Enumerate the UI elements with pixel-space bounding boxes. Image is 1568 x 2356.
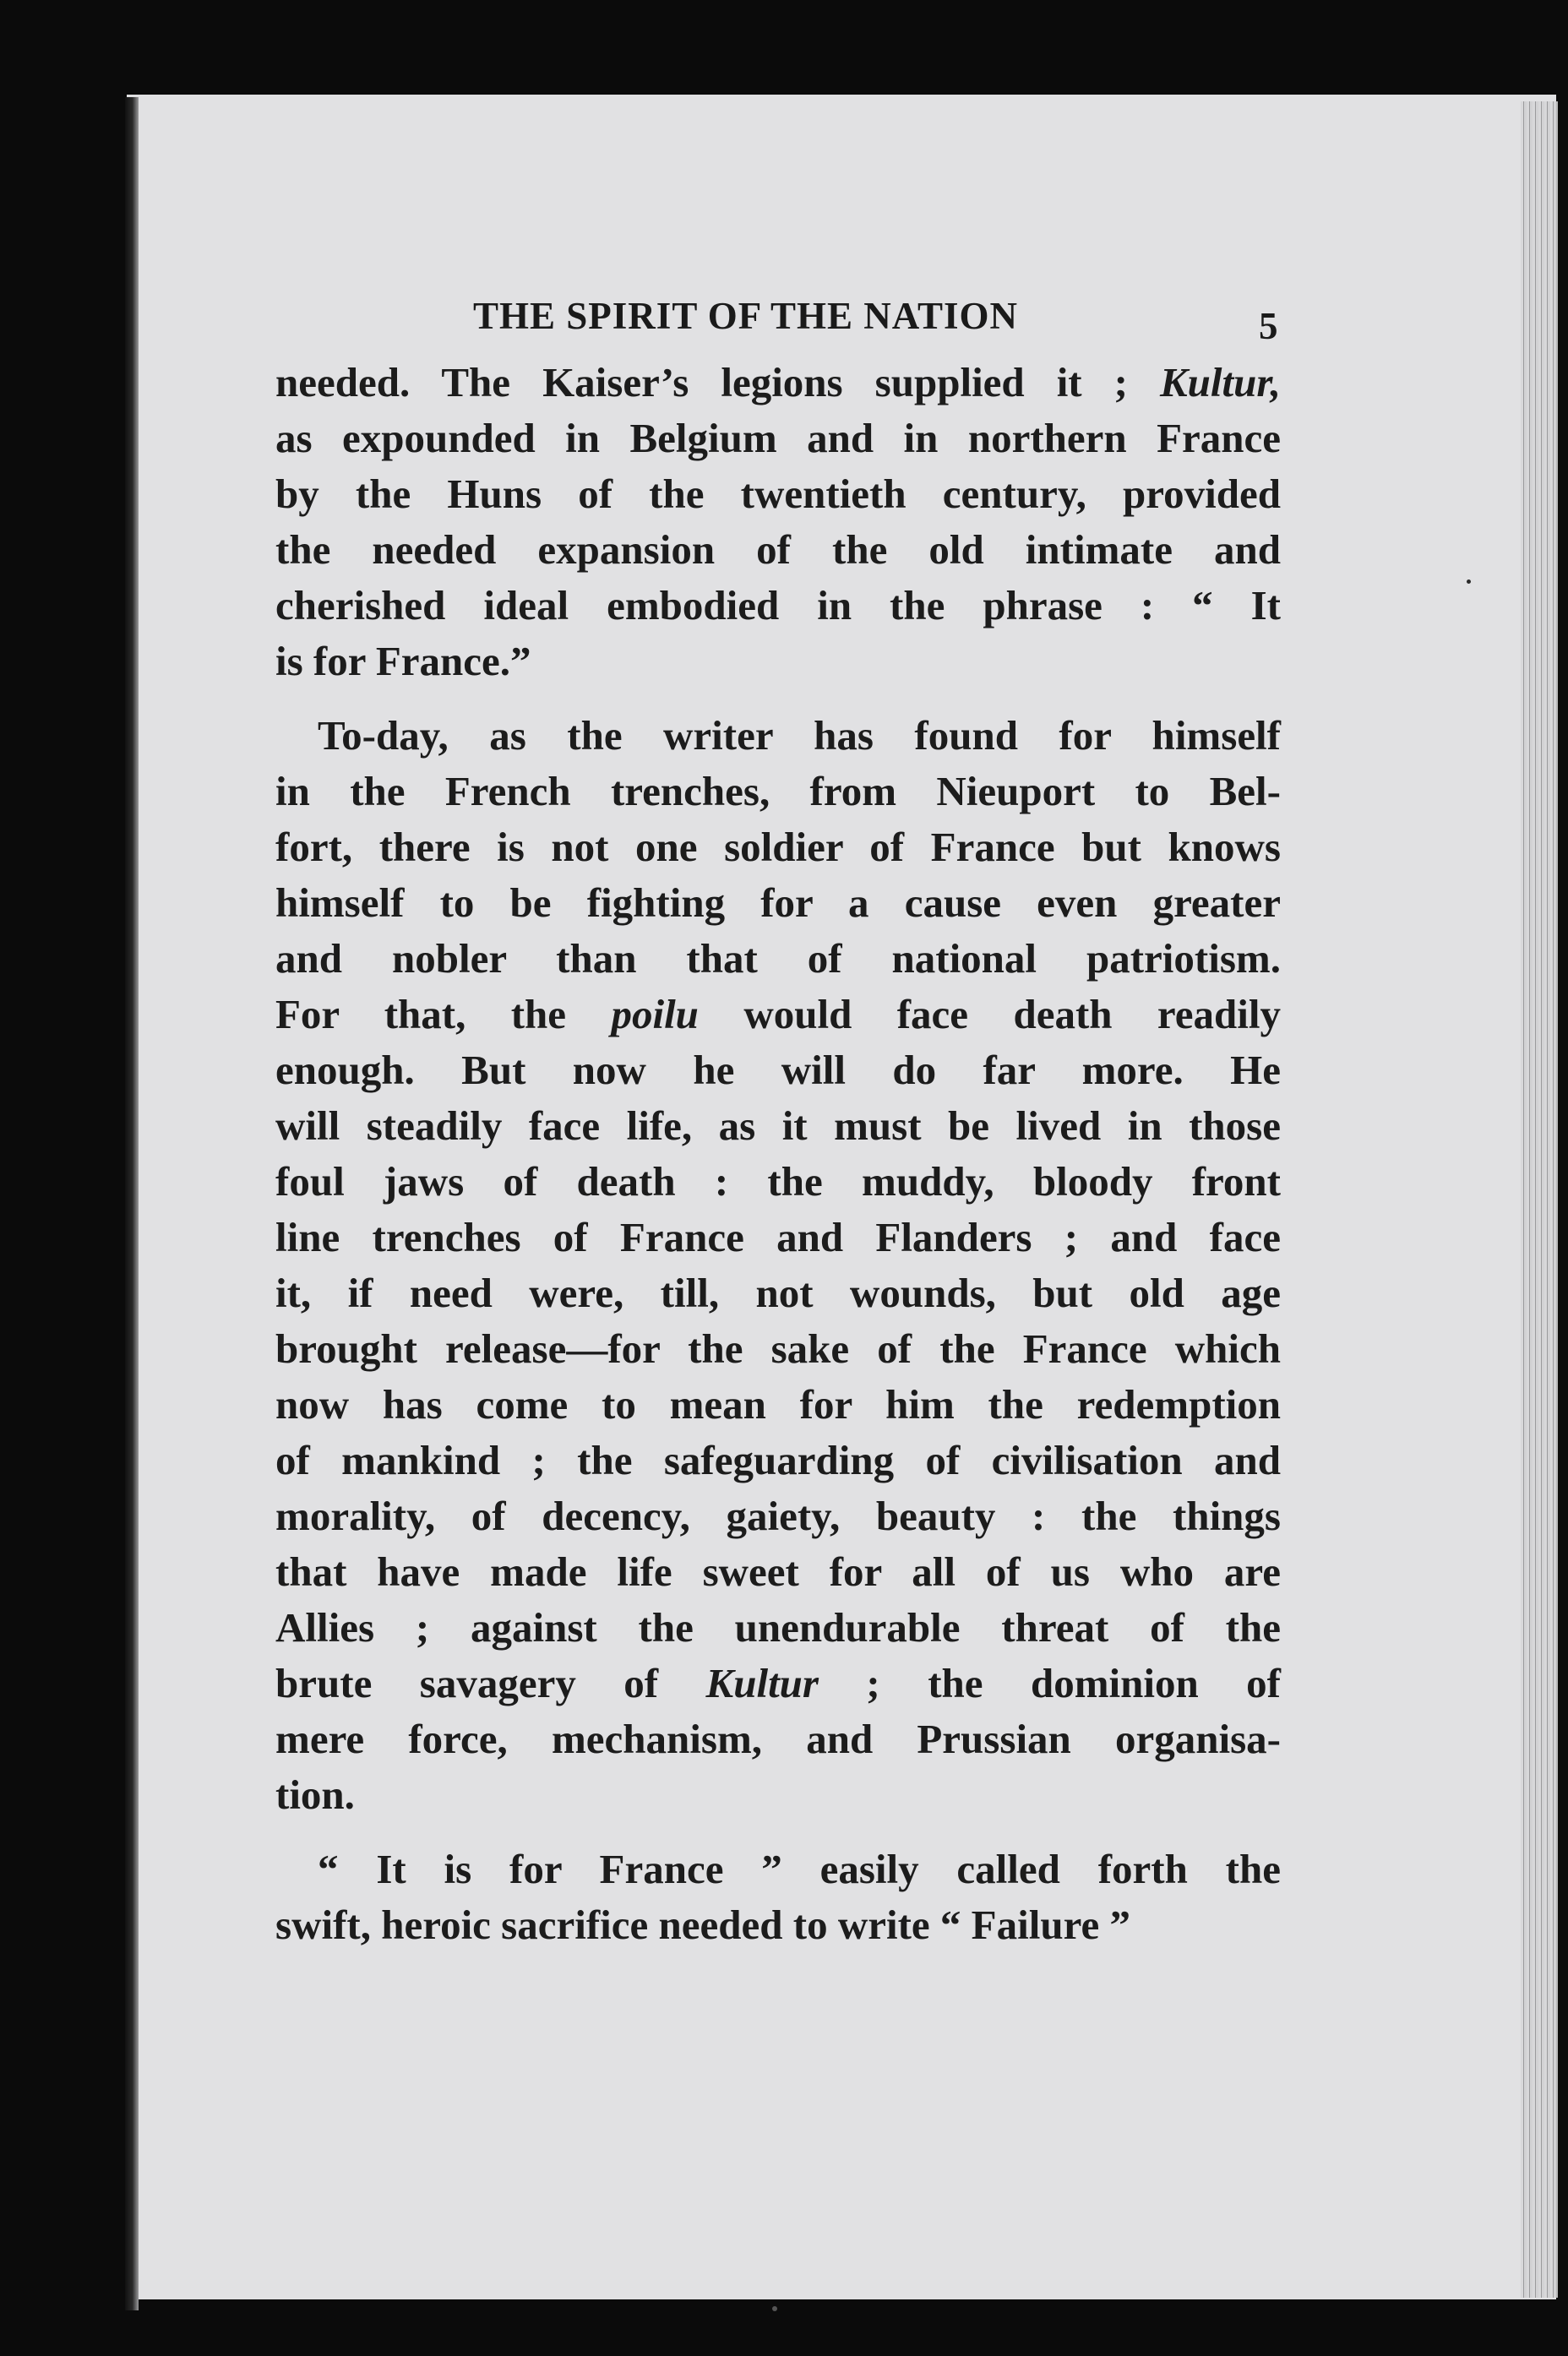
text-line	[275, 931, 1281, 987]
text-line	[275, 1321, 1281, 1377]
text-segment: tion.	[275, 1771, 355, 1818]
text-line	[275, 355, 1281, 411]
text-line	[275, 1098, 1281, 1154]
text-segment: “ It is for France ” easily called forth the	[318, 1846, 1281, 1892]
text-line	[275, 1042, 1281, 1098]
text-segment: is for France.”	[275, 638, 531, 684]
page-fore-edge	[1521, 101, 1558, 2298]
text-line	[275, 1767, 1281, 1823]
text-line	[275, 987, 1281, 1042]
text-segment: For that, the	[275, 991, 612, 1037]
text-segment: morality, of decency, gaiety, beauty : the things	[275, 1493, 1281, 1539]
text-segment: Allies ; against the unendurable threat of the	[275, 1604, 1281, 1651]
text-segment: will steadily face life, as it must be lived in those	[275, 1102, 1281, 1149]
text-segment: and nobler than that of national patriotism.	[275, 935, 1281, 982]
text-line	[275, 708, 1281, 764]
text-segment: needed. The Kaiser’s legions supplied it ;	[275, 359, 1160, 405]
italic-term: Kultur	[705, 1660, 819, 1706]
text-line	[275, 819, 1281, 875]
text-segment: that have made life sweet for all of us who are	[275, 1548, 1281, 1595]
paragraph-gap	[275, 1823, 1281, 1842]
text-segment: To-day, as the writer has found for himself	[318, 712, 1281, 759]
scan-speck	[772, 2306, 777, 2311]
text-segment: the needed expansion of the old intimate and	[275, 526, 1281, 573]
text-line	[275, 634, 1281, 689]
text-segment: in the French trenches, from Nieuport to Bel-	[275, 768, 1281, 814]
text-line	[275, 1265, 1281, 1321]
text-segment: brought release—for the sake of the France which	[275, 1325, 1281, 1372]
text-segment: mere force, mechanism, and Prussian organisa-	[275, 1716, 1281, 1762]
text-line	[275, 578, 1281, 634]
text-segment: ; the dominion of	[819, 1660, 1281, 1706]
text-line	[275, 875, 1281, 931]
text-line	[275, 764, 1281, 819]
text-line	[275, 1433, 1281, 1488]
text-line	[275, 466, 1281, 522]
text-segment: now has come to mean for him the redemption	[275, 1381, 1281, 1428]
text-segment: foul jaws of death : the muddy, bloody front	[275, 1158, 1281, 1205]
italic-term: Kultur,	[1159, 359, 1281, 405]
page-binding-edge	[125, 97, 139, 2310]
text-line	[275, 522, 1281, 578]
scan-speck	[1467, 579, 1471, 584]
text-segment: swift, heroic sacrifice needed to write “ Failure ”	[275, 1902, 1130, 1948]
page-number: 5	[1259, 305, 1278, 347]
text-line	[275, 411, 1281, 466]
text-line	[275, 1600, 1281, 1656]
text-segment: brute savagery of	[275, 1660, 706, 1706]
text-segment: line trenches of France and Flanders ; and face	[275, 1214, 1281, 1260]
text-line	[275, 1656, 1281, 1711]
text-segment: enough. But now he will do far more. He	[275, 1047, 1281, 1093]
text-line	[275, 1711, 1281, 1767]
text-segment: himself to be fighting for a cause even greater	[275, 879, 1281, 926]
running-title: THE SPIRIT OF THE NATION	[473, 295, 1018, 337]
paragraph-gap	[275, 689, 1281, 708]
text-line	[275, 1154, 1281, 1210]
italic-term: poilu	[611, 991, 699, 1037]
text-line	[275, 1897, 1281, 1953]
text-segment: cherished ideal embodied in the phrase : “ It	[275, 582, 1281, 628]
text-line	[275, 1488, 1281, 1544]
text-segment: it, if need were, till, not wounds, but old age	[275, 1270, 1281, 1316]
text-line	[275, 1842, 1281, 1897]
text-line	[275, 1377, 1281, 1433]
text-segment: fort, there is not one soldier of France but knows	[275, 824, 1281, 870]
text-line	[275, 1210, 1281, 1265]
body-text	[275, 355, 1281, 1953]
text-segment: as expounded in Belgium and in northern France	[275, 415, 1281, 461]
text-segment: would face death readily	[698, 991, 1282, 1037]
text-segment: by the Huns of the twentieth century, provided	[275, 471, 1281, 517]
text-line	[275, 1544, 1281, 1600]
text-segment: of mankind ; the safeguarding of civilisation and	[275, 1437, 1281, 1483]
